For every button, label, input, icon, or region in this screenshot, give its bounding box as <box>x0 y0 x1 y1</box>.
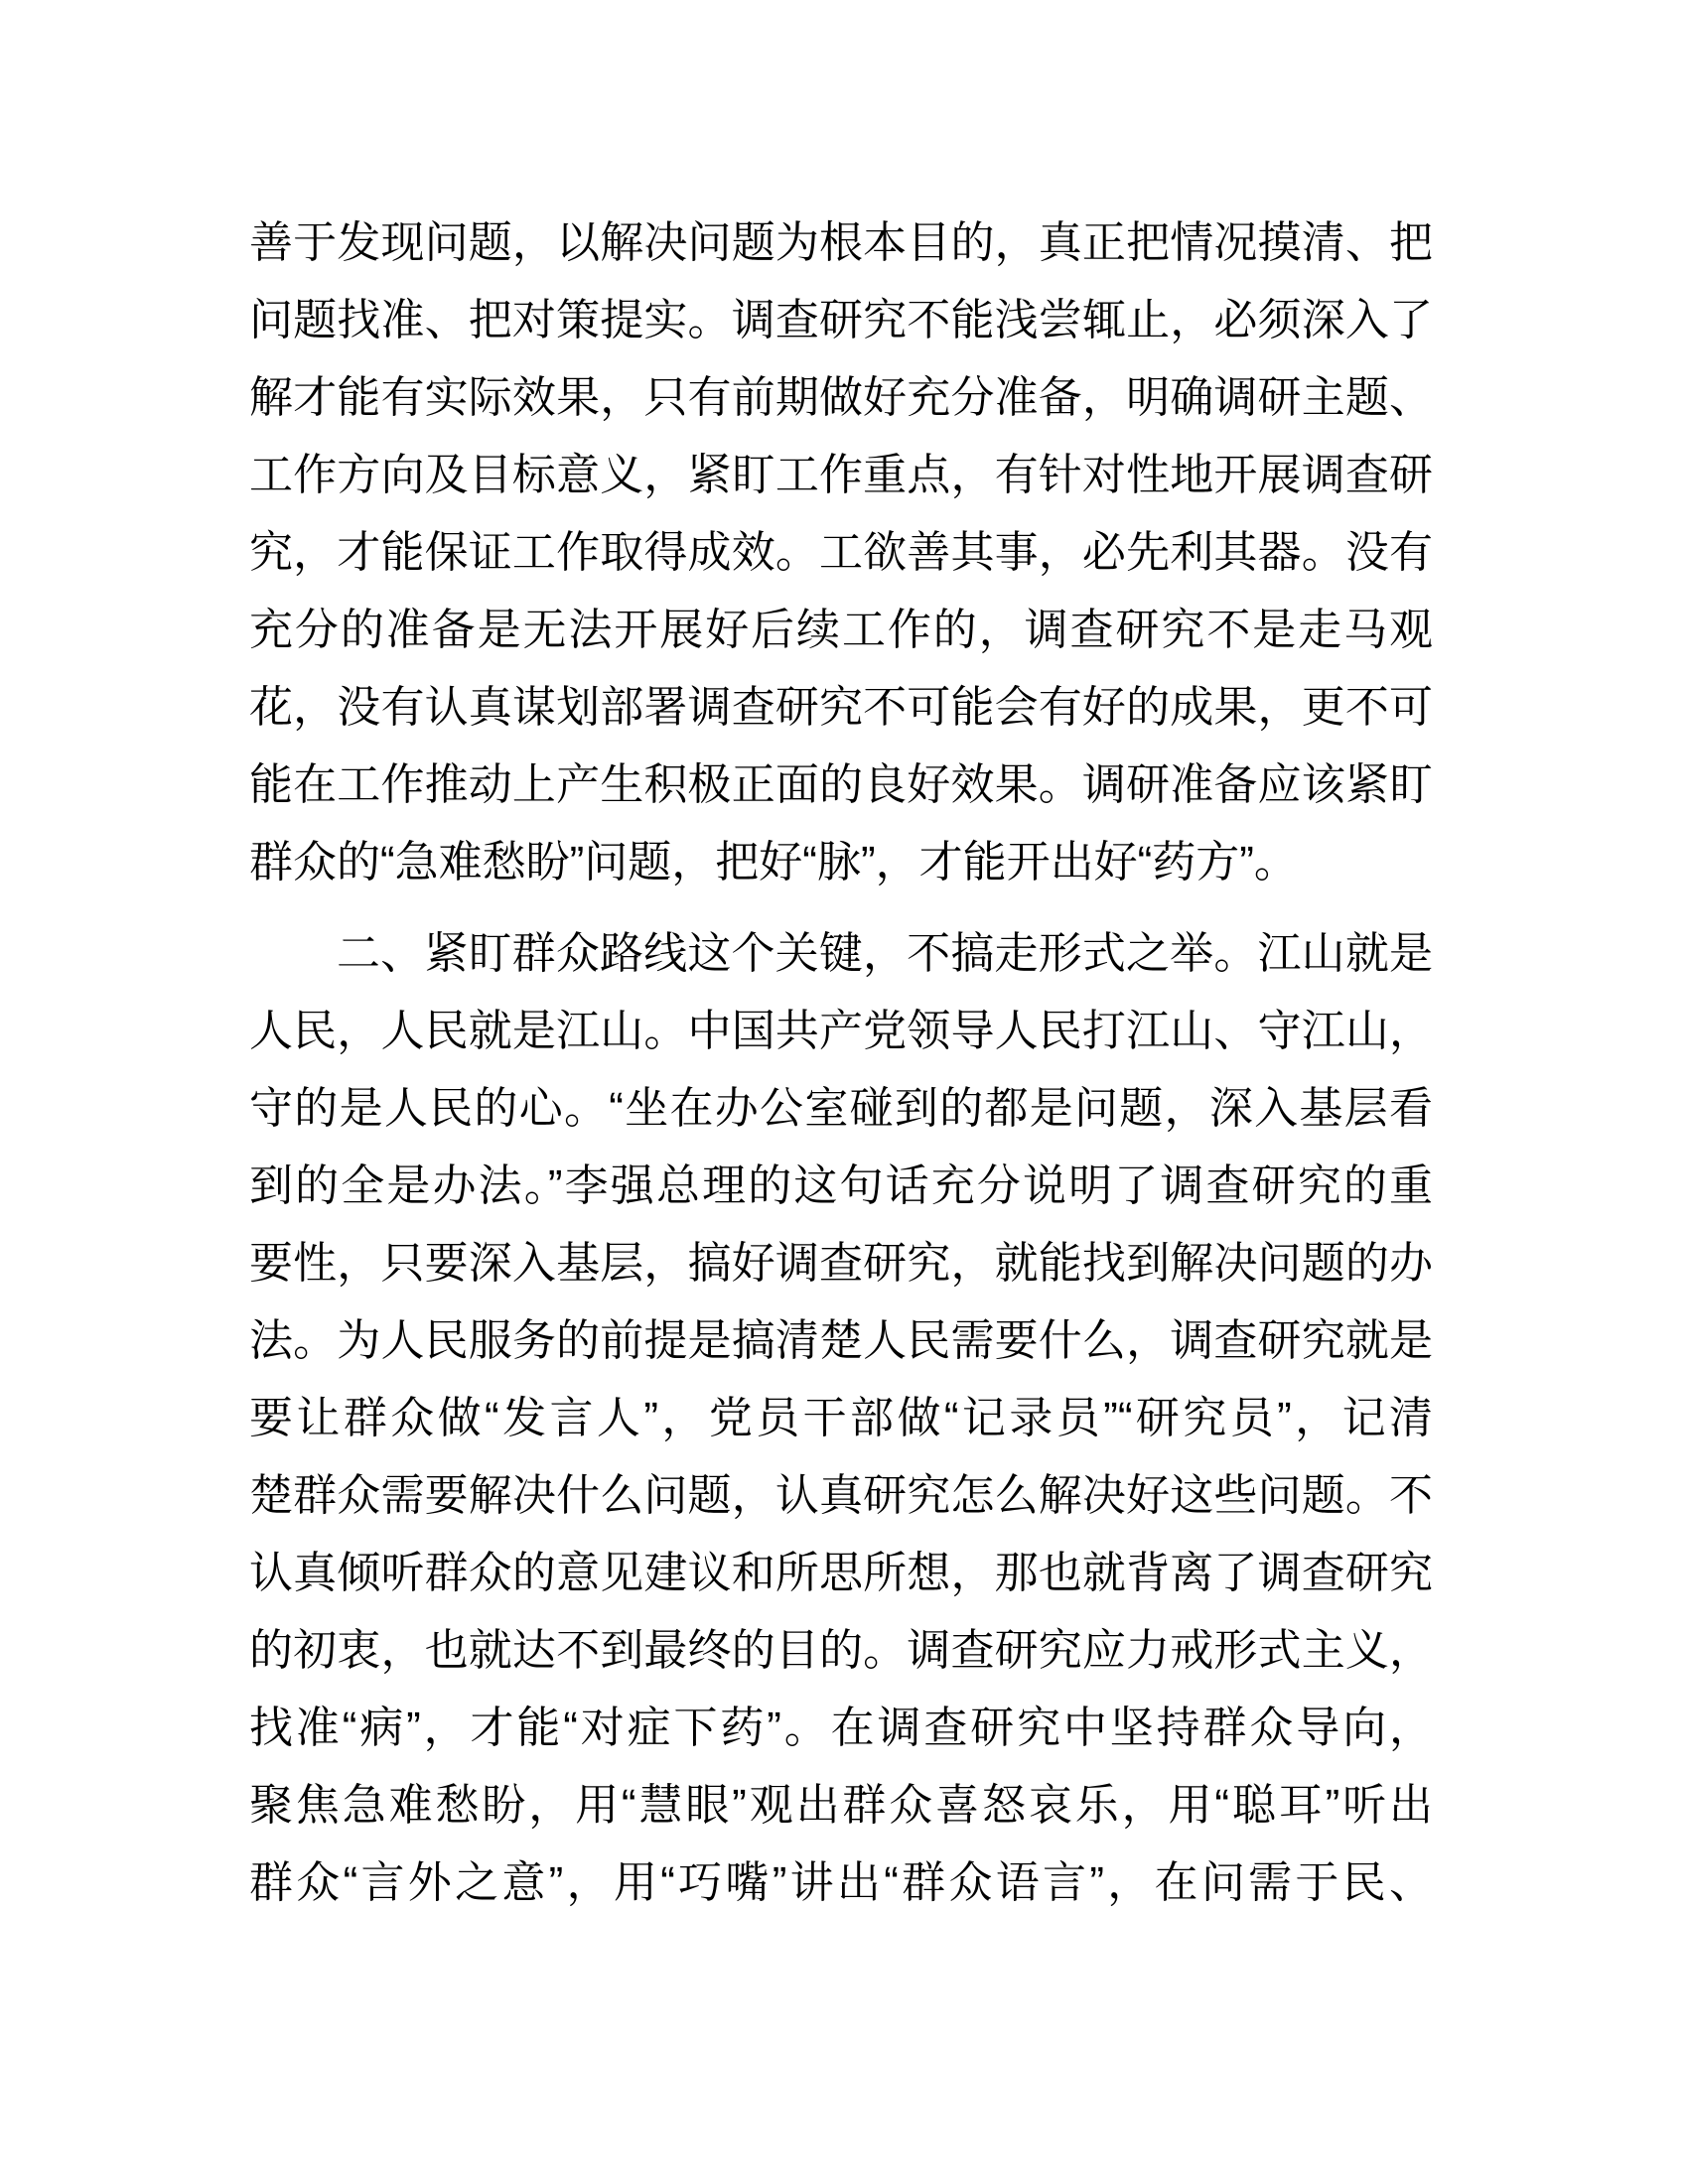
text-line: 楚群众需要解决什么问题，认真研究怎么解决好这些问题。不 <box>249 1471 1433 1520</box>
text-line: 二、紧盯群众路线这个关键，不搞走形式之举。江山就是 <box>337 929 1433 978</box>
text-line: 解才能有实际效果，只有前期做好充分准备，明确调研主题、 <box>249 373 1433 422</box>
text-line: 群众“言外之意”，用“巧嘴”讲出“群众语言”，在问需于民、 <box>249 1858 1433 1907</box>
text-line: 法。为人民服务的前提是搞清楚人民需要什么，调查研究就是 <box>249 1316 1433 1365</box>
text-line: 善于发现问题，以解决问题为根本目的，真正把情况摸清、把 <box>249 218 1433 267</box>
paragraph <box>249 915 1433 1922</box>
text-line: 究，才能保证工作取得成效。工欲善其事，必先利其器。没有 <box>249 528 1433 577</box>
text-line: 找准“病”，才能“对症下药”。在调查研究中坚持群众导向， <box>249 1704 1433 1752</box>
text-line: 问题找准、把对策提实。调查研究不能浅尝辄止，必须深入了 <box>249 296 1433 344</box>
text-line: 的初衷，也就达不到最终的目的。调查研究应力戒形式主义， <box>249 1626 1433 1675</box>
text-line: 工作方向及目标意义，紧盯工作重点，有针对性地开展调查研 <box>249 451 1433 499</box>
text-line: 认真倾听群众的意见建议和所思所想，那也就背离了调查研究 <box>249 1549 1433 1597</box>
text-line: 充分的准备是无法开展好后续工作的，调查研究不是走马观 <box>249 606 1433 654</box>
text-line: 花，没有认真谋划部署调查研究不可能会有好的成果，更不可 <box>249 683 1433 732</box>
text-line: 要性，只要深入基层，搞好调查研究，就能找到解决问题的办 <box>249 1239 1433 1288</box>
document-body <box>249 205 1433 1922</box>
text-line: 要让群众做“发言人”，党员干部做“记录员”“研究员”，记清 <box>249 1394 1433 1442</box>
text-line: 能在工作推动上产生积极正面的良好效果。调研准备应该紧盯 <box>249 760 1433 809</box>
paragraph <box>249 205 1433 901</box>
text-line: 到的全是办法。”李强总理的这句话充分说明了调查研究的重 <box>249 1161 1433 1210</box>
text-line: 聚焦急难愁盼，用“慧眼”观出群众喜怒哀乐，用“聪耳”听出 <box>249 1781 1433 1830</box>
text-line: 人民，人民就是江山。中国共产党领导人民打江山、守江山， <box>249 1007 1433 1055</box>
text-line: 守的是人民的心。“坐在办公室碰到的都是问题，深入基层看 <box>249 1084 1433 1133</box>
text-line: 群众的“急难愁盼”问题，把好“脉”，才能开出好“药方”。 <box>249 838 1298 887</box>
